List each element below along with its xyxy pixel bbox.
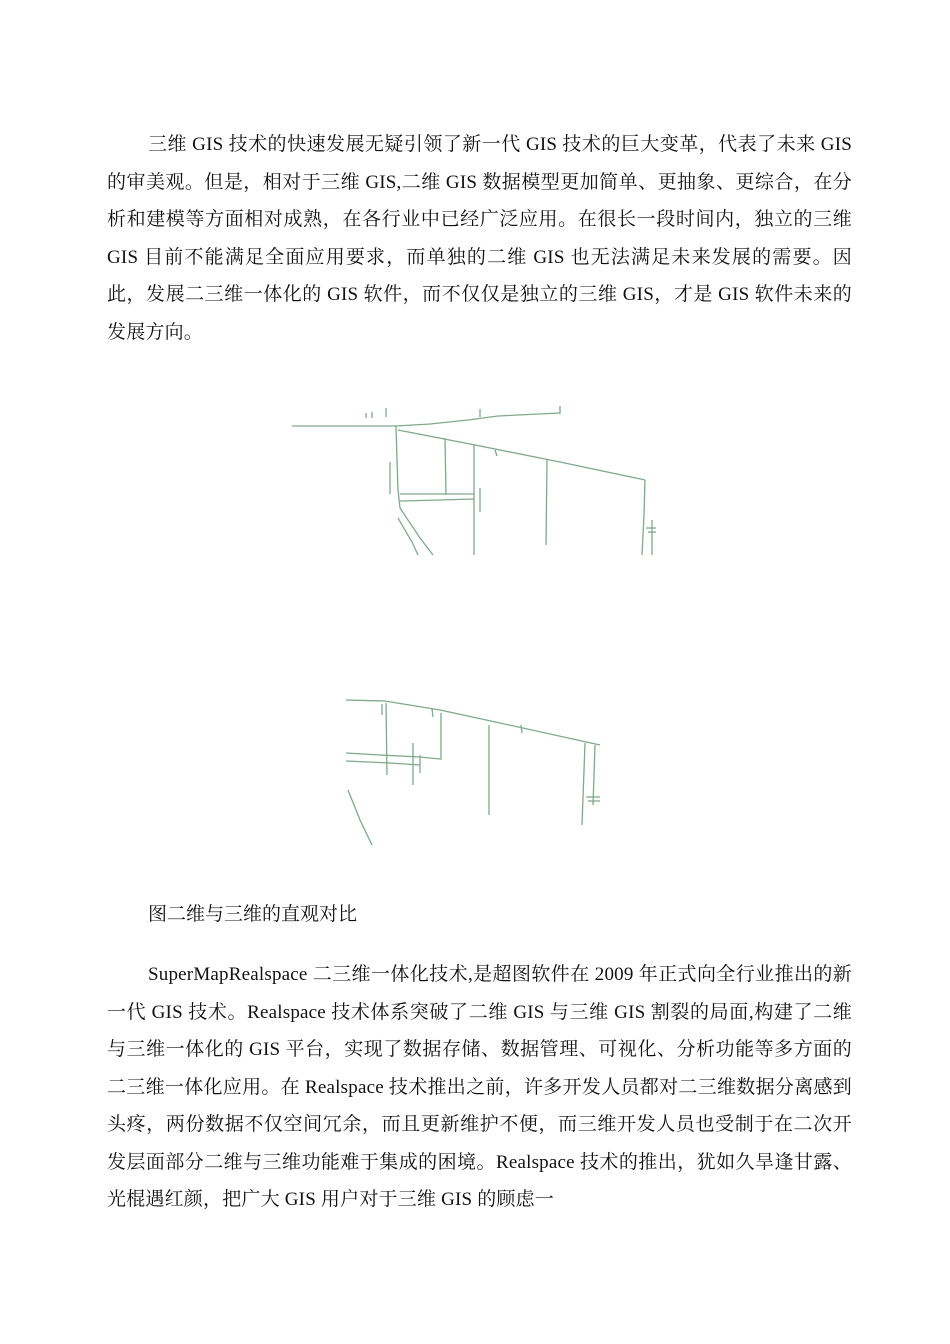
body-paragraph-2: SuperMapRealspace 二三维一体化技术,是超图软件在 2009 年正式向全行业推出的新一代 GIS 技术。Realspace 技术体系突破了二维 GIS 与三维 GIS 割裂的局面,构建了二维与三维一体化的 GIS 平台，实现了数据存储、数据管理、可视化、分析功能等多方面的二三维一体化应用。在 Realspace 技术推出之前，许多开发人员都对二三维数据分离感到头疼，两份数据不仅空间冗余，而且更新维护不便，而三维开发人员也受制于在二次开发层面部分二维与三维功能难于集成的困境。Realspace 技术的推出，犹如久旱逢甘露、光棍遇红颜，把广大 GIS 用户对于三维 GIS 的顾虑一 — [107, 964, 852, 1210]
figure-2d-network — [0, 400, 950, 560]
figure-caption: 图二维与三维的直观对比 — [148, 904, 358, 925]
pipe-network-2d-image — [0, 400, 950, 560]
pipe-network-3d-image — [0, 695, 950, 850]
figure-3d-network — [0, 695, 950, 850]
body-paragraph-1: 三维 GIS 技术的快速发展无疑引领了新一代 GIS 技术的巨大变革，代表了未来 GIS 的审美观。但是，相对于三维 GIS,二维 GIS 数据模型更加简单、更抽象、更综合，在分析和建模等方面相对成熟，在各行业中已经广泛应用。在很长一段时间内，独立的三维 GIS 目前不能满足全面应用要求，而单独的二维 GIS 也无法满足未来发展的需要。因此，发展二三维一体化的 GIS 软件，而不仅仅是独立的三维 GIS，才是 GIS 软件未来的发展方向。 — [107, 134, 852, 343]
